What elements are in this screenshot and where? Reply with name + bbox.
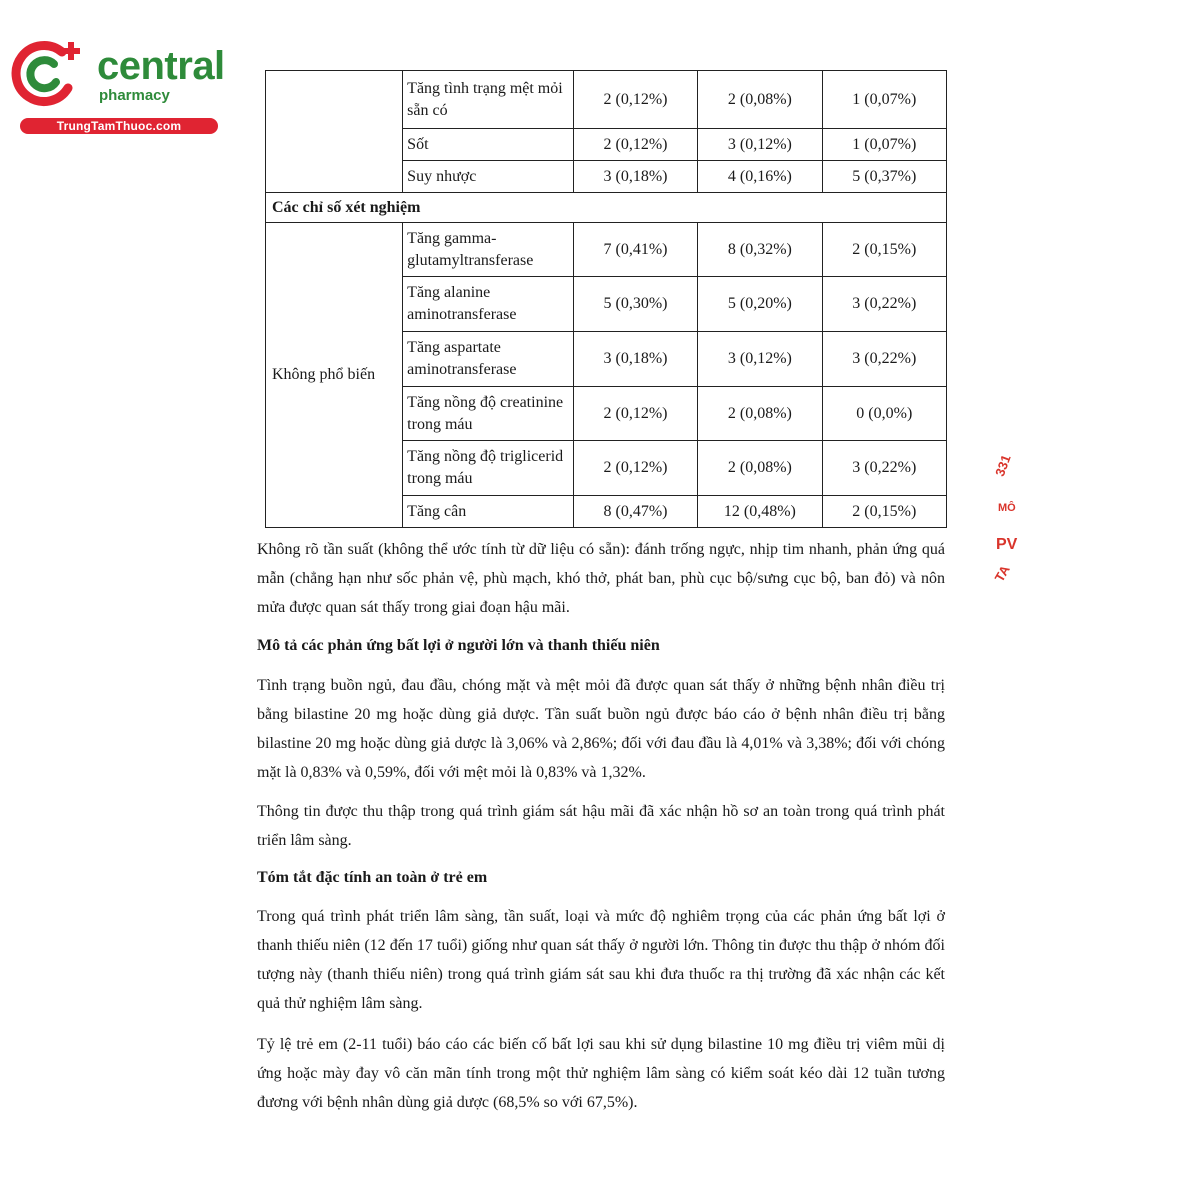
- value-cell: 5 (0,30%): [573, 277, 697, 332]
- value-cell: 12 (0,48%): [698, 496, 822, 528]
- frequency-cell-empty: [266, 71, 403, 193]
- section-heading: Các chỉ số xét nghiệm: [266, 193, 947, 223]
- value-cell: 3 (0,12%): [698, 129, 822, 161]
- value-cell: 2 (0,12%): [573, 129, 697, 161]
- value-cell: 7 (0,41%): [573, 223, 697, 277]
- table-row: [266, 223, 947, 277]
- frequency-cell: Không phổ biến: [266, 223, 403, 528]
- paragraph-unknown-frequency: Không rõ tần suất (không thể ước tính từ dữ liệu có sẵn): đánh trống ngực, nhịp tim nhanh, phản ứng quá mẫn (chẳng hạn như sốc phản vệ, phù mạch, khó thở, phát ban, phù cục bộ/sưng cục bộ, ban đỏ) và nôn mửa được quan sát thấy trong giai đoạn hậu mãi.: [257, 541, 945, 616]
- table-row: [266, 71, 947, 129]
- value-cell: 0 (0,0%): [822, 387, 946, 441]
- value-cell: 3 (0,22%): [822, 332, 946, 387]
- term-cell: Tăng gamma-glutamyltransferase: [403, 223, 574, 277]
- value-cell: 2 (0,12%): [573, 71, 697, 129]
- heading-pediatric-safety: Tóm tắt đặc tính an toàn ở trẻ em: [257, 869, 488, 886]
- value-cell: 2 (0,15%): [822, 496, 946, 528]
- stamp-text: PV: [996, 536, 1018, 553]
- value-cell: 2 (0,08%): [698, 71, 822, 129]
- paragraph-postmarketing: Thông tin được thu thập trong quá trình giám sát hậu mãi đã xác nhận hồ sơ an toàn trong quá trình phát triển lâm sàng.: [257, 803, 945, 849]
- value-cell: 8 (0,32%): [698, 223, 822, 277]
- brand-subtitle: pharmacy: [99, 87, 170, 104]
- stamp-text: TA: [991, 562, 1013, 585]
- adverse-events-table: [265, 70, 947, 528]
- central-pharmacy-c-icon: [10, 38, 90, 110]
- value-cell: 8 (0,47%): [573, 496, 697, 528]
- value-cell: 1 (0,07%): [822, 129, 946, 161]
- value-cell: 2 (0,15%): [822, 223, 946, 277]
- term-cell: Suy nhược: [403, 161, 574, 193]
- table-section-row: [266, 193, 947, 223]
- term-cell: Sốt: [403, 129, 574, 161]
- value-cell: 3 (0,18%): [573, 332, 697, 387]
- value-cell: 3 (0,12%): [698, 332, 822, 387]
- term-cell: Tăng nồng độ creatinine trong máu: [403, 387, 574, 441]
- stamp-text: MÔ: [998, 502, 1016, 514]
- central-pharmacy-logo: [10, 38, 225, 138]
- paragraph-adverse-adults: Tình trạng buồn ngủ, đau đầu, chóng mặt và mệt mỏi đã được quan sát thấy ở những bệnh nhân điều trị bằng bilastine 20 mg hoặc dùng giả dược. Tần suất buồn ngủ được báo cáo ở bệnh nhân điều trị bằng bilastine 20 mg hoặc dùng giả dược là 3,06% và 2,86%; đối với đau đầu là 4,01% và 3,38%; đối với chóng mặt là 0,83% và 0,59%, đối với mệt mỏi là 0,83% và 1,32%.: [257, 677, 945, 781]
- term-cell: Tăng nồng độ triglicerid trong máu: [403, 441, 574, 496]
- brand-name: central: [97, 44, 225, 88]
- heading-adults-adolescents: Mô tả các phản ứng bất lợi ở người lớn và thanh thiếu niên: [257, 637, 660, 654]
- paragraph-children: Tỷ lệ trẻ em (2-11 tuổi) báo cáo các biến cố bất lợi sau khi sử dụng bilastine 10 mg điều trị viêm mũi dị ứng hoặc mày đay vô căn mãn tính trong một thử nghiệm lâm sàng có kiểm soát kéo dài 12 tuần tương đương với bệnh nhân dùng giả dược (68,5% so với 67,5%).: [257, 1036, 945, 1111]
- value-cell: 5 (0,37%): [822, 161, 946, 193]
- term-cell: Tăng tình trạng mệt mỏi sẵn có: [403, 71, 574, 129]
- value-cell: 2 (0,08%): [698, 387, 822, 441]
- value-cell: 5 (0,20%): [698, 277, 822, 332]
- stamp-text: 331: [992, 452, 1014, 479]
- term-cell: Tăng cân: [403, 496, 574, 528]
- value-cell: 3 (0,18%): [573, 161, 697, 193]
- value-cell: 2 (0,12%): [573, 387, 697, 441]
- value-cell: 2 (0,08%): [698, 441, 822, 496]
- paragraph-adolescents: Trong quá trình phát triển lâm sàng, tần suất, loại và mức độ nghiêm trọng của các phản ứng bất lợi ở thanh thiếu niên (12 đến 17 tuổi) giống như quan sát thấy ở người lớn. Thông tin được thu thập ở nhóm đối tượng này (thanh thiếu niên) trong quá trình giám sát sau khi đưa thuốc ra thị trường đã xác nhận các kết quả thử nghiệm lâm sàng.: [257, 908, 945, 1012]
- term-cell: Tăng aspartate aminotransferase: [403, 332, 574, 387]
- value-cell: 3 (0,22%): [822, 277, 946, 332]
- term-cell: Tăng alanine aminotransferase: [403, 277, 574, 332]
- red-stamp-fragment: [988, 440, 1018, 590]
- value-cell: 3 (0,22%): [822, 441, 946, 496]
- brand-url: TrungTamThuoc.com: [20, 118, 218, 134]
- value-cell: 4 (0,16%): [698, 161, 822, 193]
- value-cell: 1 (0,07%): [822, 71, 946, 129]
- value-cell: 2 (0,12%): [573, 441, 697, 496]
